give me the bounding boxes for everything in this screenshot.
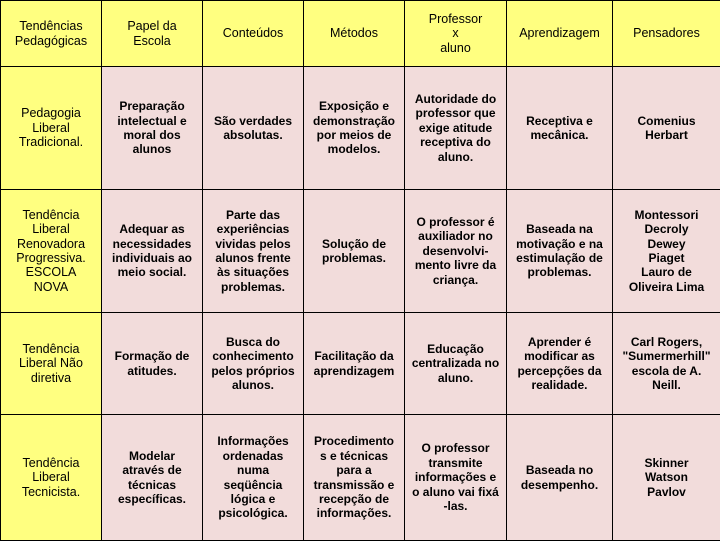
table-cell: Adequar as necessidades individuais ao meio social. xyxy=(102,190,203,313)
table-cell: Comenius Herbart xyxy=(613,67,720,190)
table-cell: Autoridade do professor que exige atitude receptiva do aluno. xyxy=(405,67,507,190)
table-cell: Receptiva e mecânica. xyxy=(507,67,613,190)
table-cell: Solução de problemas. xyxy=(304,190,405,313)
table-cell: Preparação intelectual e moral dos alunos xyxy=(102,67,203,190)
table-cell: Facilitação da aprendizagem xyxy=(304,313,405,415)
trend-name-cell: Tendência Liberal Renovadora Progressiva. ESCOLA NOVA xyxy=(1,190,102,313)
trend-name-cell: Tendência Liberal Não diretiva xyxy=(1,313,102,415)
table-cell: Formação de atitudes. xyxy=(102,313,203,415)
header-cell: Métodos xyxy=(304,1,405,67)
table-cell: Educação centralizada no aluno. xyxy=(405,313,507,415)
header-cell: Papel da Escola xyxy=(102,1,203,67)
table-cell: Parte das experiências vividas pelos alunos frente às situações problemas. xyxy=(203,190,304,313)
table-cell: São verdades absolutas. xyxy=(203,67,304,190)
table-cell: Baseada no desempenho. xyxy=(507,415,613,541)
table-cell: Aprender é modificar as percepções da realidade. xyxy=(507,313,613,415)
table-cell: Carl Rogers, "Sumermerhill" escola de A. Neill. xyxy=(613,313,720,415)
table-cell: Baseada na motivação e na estimulação de problemas. xyxy=(507,190,613,313)
table-row xyxy=(1,67,720,190)
header-cell: Pensadores xyxy=(613,1,720,67)
trend-name-cell: Pedagogia Liberal Tradicional. xyxy=(1,67,102,190)
table-row xyxy=(1,415,720,541)
table-cell: O professor transmite informações e o aluno vai fixá -las. xyxy=(405,415,507,541)
table-cell: O professor é auxiliador no desenvolvi- mento livre da criança. xyxy=(405,190,507,313)
header-row xyxy=(1,1,720,67)
table-cell: Procedimento s e técnicas para a transmissão e recepção de informações. xyxy=(304,415,405,541)
table-cell: Montessori Decroly Dewey Piaget Lauro de Oliveira Lima xyxy=(613,190,720,313)
table-cell: Informações ordenadas numa seqüência lógica e psicológica. xyxy=(203,415,304,541)
table-row xyxy=(1,313,720,415)
trend-name-cell: Tendência Liberal Tecnicista. xyxy=(1,415,102,541)
table-row xyxy=(1,190,720,313)
table-cell: Skinner Watson Pavlov xyxy=(613,415,720,541)
table-cell: Modelar através de técnicas específicas. xyxy=(102,415,203,541)
table-cell: Exposição e demonstração por meios de modelos. xyxy=(304,67,405,190)
header-cell: Conteúdos xyxy=(203,1,304,67)
header-cell: Professor x aluno xyxy=(405,1,507,67)
header-cell: Aprendizagem xyxy=(507,1,613,67)
header-cell: Tendências Pedagógicas xyxy=(1,1,102,67)
table-cell: Busca do conhecimento pelos próprios alunos. xyxy=(203,313,304,415)
